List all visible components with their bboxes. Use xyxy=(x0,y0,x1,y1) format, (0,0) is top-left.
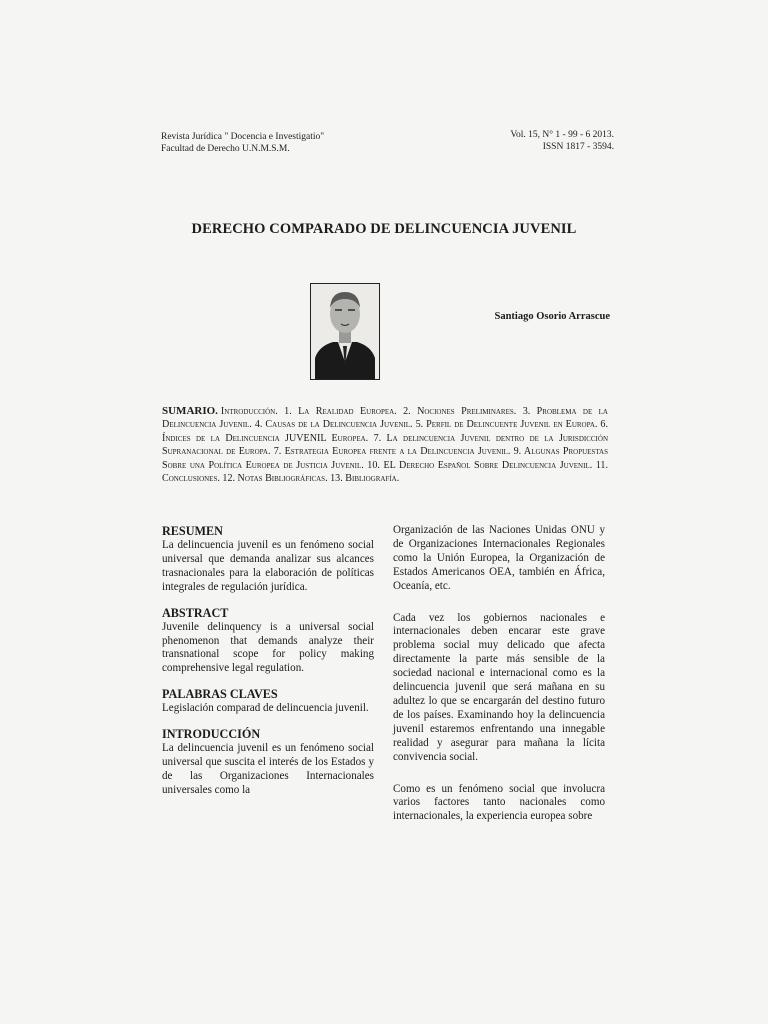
volume-info xyxy=(466,129,614,153)
author-photo xyxy=(310,283,380,380)
resumen-text: La delincuencia juvenil es un fenómeno social universal que demanda analizar sus alcances trasnacionales para la elaboración de políticas integrales de regulación jurídica. xyxy=(162,539,374,593)
left-column xyxy=(162,524,374,798)
resumen-heading: RESUMEN xyxy=(162,524,223,538)
keywords-heading: PALABRAS CLAVES xyxy=(162,687,278,702)
issn-line: ISSN 1817 - 3594. xyxy=(542,142,614,152)
right-column xyxy=(393,524,605,824)
summary-block xyxy=(162,405,608,485)
right-paragraph-3: Como es un fenómeno social que involucra varios factores tanto nacionales como internacionales, la experiencia europea sobre xyxy=(393,782,605,823)
abstract-text: Juvenile delinquency is a universal social phenomenon that demands analyze their transnational scope for policy making comprehensive legal regulation. xyxy=(162,620,374,675)
keywords-text: Legislación comparad de delincuencia juvenil. xyxy=(162,702,369,715)
summary-label: SUMARIO. xyxy=(162,405,218,417)
journal-header xyxy=(161,131,421,155)
volume-line: Vol. 15, N° 1 - 99 - 6 2013. xyxy=(510,130,614,140)
intro-text: La delincuencia juvenil es un fenómeno social universal que suscita el interés de los Estados y de las Organizaciones Internacionales universales como la xyxy=(162,742,374,796)
author-name: Santiago Osorio Arrascue xyxy=(494,311,610,322)
abstract-heading: ABSTRACT xyxy=(162,605,229,620)
journal-name: Revista Jurídica " Docencia e Investigatio" xyxy=(161,132,325,142)
faculty-name: Facultad de Derecho U.N.M.S.M. xyxy=(161,144,290,154)
intro-heading: INTRODUCCIÓN xyxy=(162,727,261,742)
article-title: DERECHO COMPARADO DE DELINCUENCIA JUVENIL xyxy=(191,221,577,237)
right-paragraph-1: Organización de las Naciones Unidas ONU y de Organizaciones Internacionales Regionales como la Unión Europea, la Organización de Estados Americanos OEA, también en África, Oceanía, etc. xyxy=(393,524,605,592)
summary-text: Introducción. 1. La Realidad Europea. 2. Nociones Preliminares. 3. Problema de la Delincuencia Juvenil. 4. Causas de la Delincuencia Juvenil. 5. Perfil de Delincuente Juvenil en Europa. 6. Índices de la Delincuencia JUVENIL Europea. 7. La delincuencia Juvenil dentro de la Jurisdicción Supranacional de Europa. 7. Estrategia Europea frente a la Delincuencia Juvenil. 9. Algunas Propuestas Sobre una Política Europea de Justicia Juvenil. 10. EL Derecho Español Sobre Delincuencia Juvenil. 11. Conclusiones. 12. Notas Bibliográficas. 13. Bibliografía. xyxy=(162,406,608,485)
right-paragraph-2: Cada vez los gobiernos nacionales e internacionales deben encarar este grave problema social muy delicado que afecta directamente la parte más sensible de la sociedad nacional e internacional como es la delincuencia juvenil que será mañana en su adultez lo que se encargarán del destino futuro de los países. Examinando hoy la delincuencia juvenil estaremos enfrentando una innegable realidad y asegurar para mañana la lícita convivencia social. xyxy=(393,611,605,763)
